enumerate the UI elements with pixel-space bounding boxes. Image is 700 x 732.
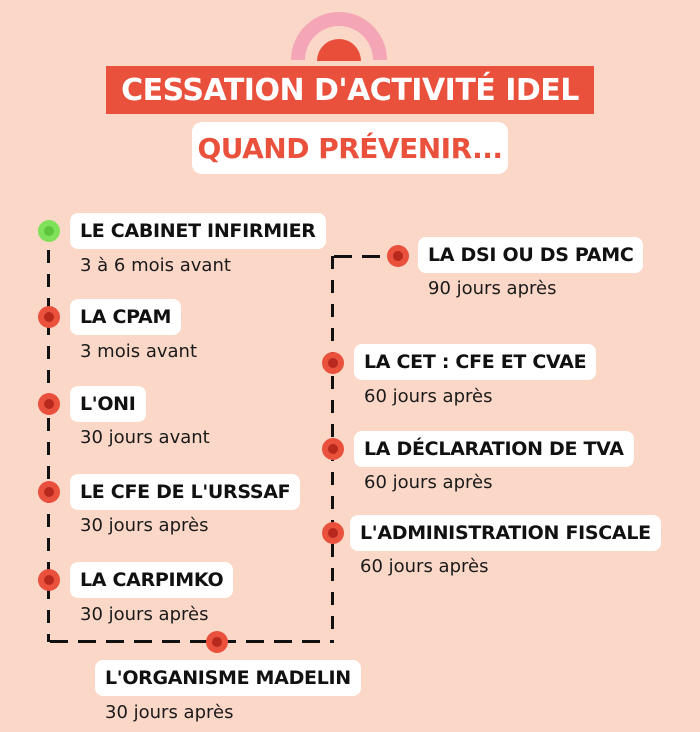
timeline-marker xyxy=(38,393,60,415)
step-label: LA CET : CFE ET CVAE xyxy=(354,344,596,380)
timeline-marker xyxy=(38,481,60,503)
page-subtitle: QUAND PRÉVENIR... xyxy=(192,122,508,174)
step-label: L'ONI xyxy=(70,386,146,422)
step-timing: 30 jours avant xyxy=(80,427,210,448)
step-label: LA CPAM xyxy=(70,299,181,335)
timeline-marker xyxy=(322,352,344,374)
step-label: LA DÉCLARATION DE TVA xyxy=(354,431,634,467)
timeline-marker xyxy=(206,631,228,653)
timeline-connector-top-right xyxy=(334,255,386,258)
step-label: LE CFE DE L'URSSAF xyxy=(70,474,300,510)
step-label: LE CABINET INFIRMIER xyxy=(70,213,326,249)
step-timing: 60 jours après xyxy=(364,386,493,407)
timeline-marker xyxy=(38,306,60,328)
step-label: LA DSI OU DS PAMC xyxy=(418,237,643,273)
timeline-marker xyxy=(38,569,60,591)
step-label: L'ADMINISTRATION FISCALE xyxy=(350,515,661,551)
step-timing: 3 mois avant xyxy=(80,341,197,362)
page-title: CESSATION D'ACTIVITÉ IDEL xyxy=(106,66,594,114)
timeline-connector-bottom xyxy=(50,640,332,643)
step-timing: 60 jours après xyxy=(360,556,489,577)
timeline-marker xyxy=(322,522,344,544)
step-timing: 30 jours après xyxy=(105,702,234,723)
timeline-marker xyxy=(322,438,344,460)
timeline-marker xyxy=(387,245,409,267)
timeline-marker-start xyxy=(38,220,60,242)
step-label: L'ORGANISME MADELIN xyxy=(95,660,361,696)
step-timing: 3 à 6 mois avant xyxy=(80,255,231,276)
step-label: LA CARPIMKO xyxy=(70,562,233,598)
step-timing: 30 jours après xyxy=(80,604,209,625)
step-timing: 90 jours après xyxy=(428,278,557,299)
step-timing: 60 jours après xyxy=(364,472,493,493)
step-timing: 30 jours après xyxy=(80,515,209,536)
